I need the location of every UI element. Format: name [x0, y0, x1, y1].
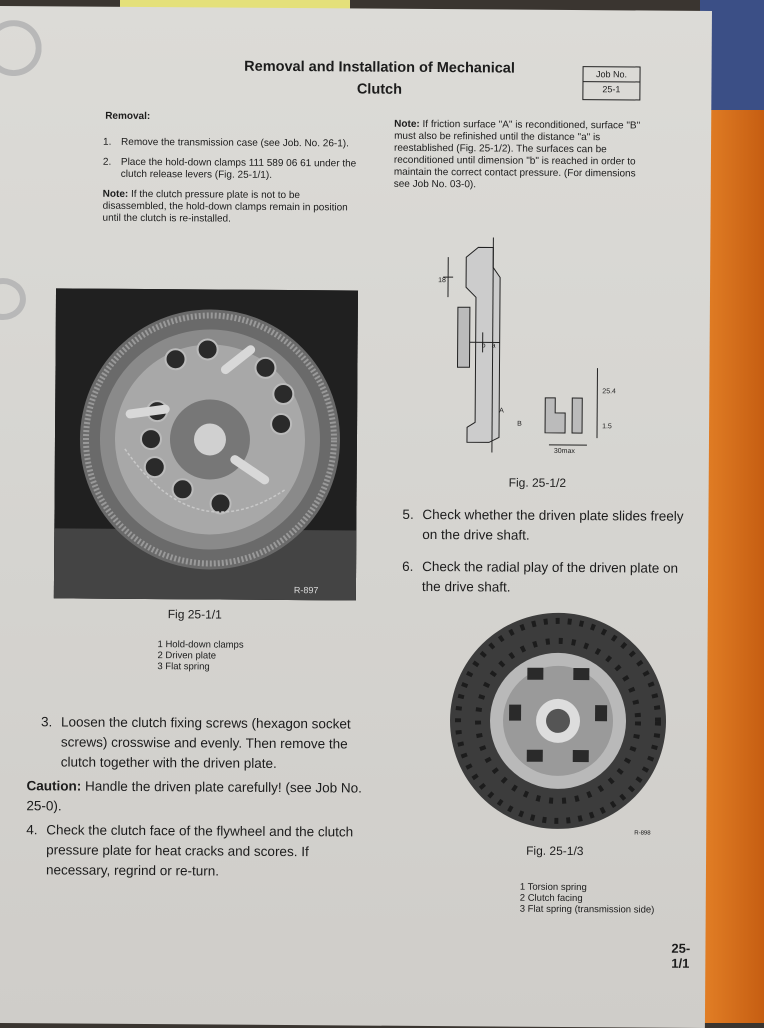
fig3-caption: Fig. 25-1/3: [526, 844, 583, 858]
check-step: 5. Check whether the driven plate slides freely on the drive shaft.: [402, 505, 698, 547]
manual-page: [0, 6, 712, 1028]
right-note: Note: If friction surface "A" is reconditioned, surface "B" must also be refinished until the distance "a" is reestablished (Fig. 25-1/2). The surfaces can be reconditioned until dimension "b" is reached in order to maintain the correct contact pressure. (For dimensions see Job No. 03-0).: [394, 119, 654, 193]
figure-25-1-2-diagram: [437, 237, 649, 466]
figure-25-1-3-photo: [446, 609, 670, 833]
job-number-box: [582, 66, 640, 100]
clutch-section-drawing: [437, 237, 649, 466]
fig1-legend-item: 2 Driven plate: [157, 650, 243, 662]
removal-note: Note: If the clutch pressure plate is not to be disassembled, the hold-down clamps remain in position until the clutch is re-installed.: [102, 189, 364, 227]
caution-note: Caution: Handle the driven plate carefully! (see Job No. 25-0).: [26, 776, 362, 818]
fig1-legend-item: 1 Hold-down clamps: [158, 639, 244, 651]
step-4: 4. Check the clutch face of the flywheel and the clutch pressure plate for heat cracks and scores. If necessary, regrind or re-turn.: [40, 820, 362, 882]
fig3-legend-item: 1 Torsion spring: [520, 882, 655, 894]
fig3-legend-item: 2 Clutch facing: [520, 893, 655, 905]
label-max: 30max: [554, 448, 576, 455]
fig2-caption: Fig. 25-1/2: [509, 476, 566, 490]
fig1-caption: Fig 25-1/1: [168, 607, 222, 621]
right-steps: [402, 505, 699, 599]
figure-25-1-1-photo: [54, 288, 358, 600]
fig1-legend: [157, 639, 243, 673]
binder-ring-top: [0, 20, 42, 76]
bottom-steps: [40, 712, 363, 882]
fig1-legend-item: 3 Flat spring: [157, 661, 243, 673]
job-number-value: 25-1: [583, 82, 639, 96]
label-b: b: [482, 342, 486, 349]
fig1-ref: R-897: [294, 585, 319, 595]
label-dim1: 18: [438, 277, 446, 284]
removal-step: 1. Remove the transmission case (see Job. No. 26-1).: [103, 137, 365, 151]
driven-plate-image: [446, 609, 670, 833]
step-3: 3. Loosen the clutch fixing screws (hexagon socket screws) crosswise and evenly. Then remove the clutch together with the driven plate.: [41, 712, 363, 774]
removal-step: 2. Place the hold-down clamps 111 589 06 61 under the clutch release levers (Fig. 25-1/1).: [103, 157, 365, 183]
fig3-legend: [520, 882, 655, 916]
page-title: Removal and Installation of Mechanical Clutch: [179, 55, 579, 102]
label-B: B: [517, 421, 522, 428]
job-number-label: Job No.: [583, 67, 639, 82]
label-dim3: 1.5: [602, 423, 612, 430]
clutch-assembly-image: [54, 288, 358, 600]
label-a: a: [492, 342, 496, 349]
fig3-legend-item: 3 Flat spring (transmission side): [520, 904, 655, 916]
check-step: 6. Check the radial play of the driven plate on the drive shaft.: [402, 557, 698, 599]
label-dim2: 25.4: [602, 388, 616, 395]
binder-ring-bottom: [0, 278, 26, 320]
label-A: A: [499, 407, 504, 414]
fig3-ref: R-898: [634, 830, 651, 836]
removal-steps: [102, 137, 365, 227]
page-number: 25-1/1: [671, 941, 705, 971]
removal-heading: Removal:: [105, 111, 150, 123]
